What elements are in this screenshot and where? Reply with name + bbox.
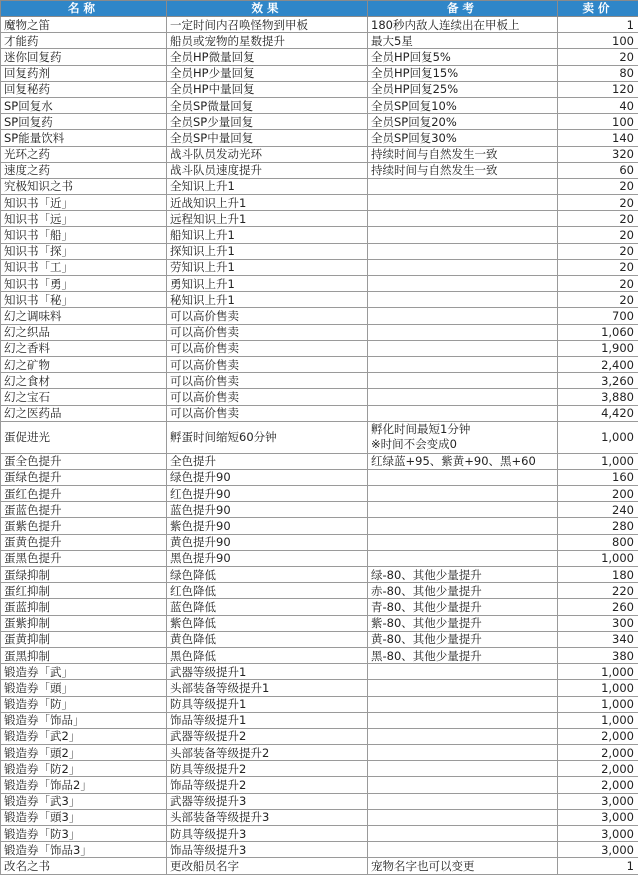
table-row xyxy=(1,712,638,728)
cell-price: 2,000 xyxy=(558,777,638,793)
cell-price: 40 xyxy=(558,97,638,113)
cell-price: 20 xyxy=(558,211,638,227)
cell-name: 知识书「工」 xyxy=(1,259,167,275)
cell-price: 260 xyxy=(558,599,638,615)
cell-effect: 防具等级提升1 xyxy=(167,696,368,712)
cell-note xyxy=(368,308,558,324)
cell-effect: 劳知识上升1 xyxy=(167,259,368,275)
cell-price: 20 xyxy=(558,259,638,275)
cell-name: 速度之药 xyxy=(1,162,167,178)
cell-price: 160 xyxy=(558,469,638,485)
cell-price: 60 xyxy=(558,162,638,178)
cell-effect: 船知识上升1 xyxy=(167,227,368,243)
cell-effect: 紫色提升90 xyxy=(167,518,368,534)
cell-effect: 全员HP中量回复 xyxy=(167,81,368,97)
header-row xyxy=(1,1,638,17)
cell-effect: 孵蛋时间缩短60分钟 xyxy=(167,421,368,453)
cell-price: 2,400 xyxy=(558,356,638,372)
table-row xyxy=(1,130,638,146)
cell-effect: 全员SP微量回复 xyxy=(167,97,368,113)
cell-price: 100 xyxy=(558,33,638,49)
cell-price: 1,000 xyxy=(558,453,638,469)
cell-effect: 全知识上升1 xyxy=(167,178,368,194)
cell-price: 2,000 xyxy=(558,745,638,761)
cell-effect: 头部装备等级提升3 xyxy=(167,809,368,825)
table-row xyxy=(1,728,638,744)
cell-name: 幻之香料 xyxy=(1,340,167,356)
table-row xyxy=(1,421,638,453)
cell-effect: 饰品等级提升1 xyxy=(167,712,368,728)
cell-note: 青-80、其他少量提升 xyxy=(368,599,558,615)
cell-note xyxy=(368,195,558,211)
header-effect: 效果 xyxy=(167,1,368,17)
cell-name: 锻造券「頭」 xyxy=(1,680,167,696)
cell-price: 240 xyxy=(558,502,638,518)
cell-note: 赤-80、其他少量提升 xyxy=(368,583,558,599)
cell-price: 1 xyxy=(558,858,638,874)
cell-effect: 武器等级提升2 xyxy=(167,728,368,744)
cell-price: 380 xyxy=(558,647,638,663)
cell-note xyxy=(368,826,558,842)
table-row xyxy=(1,469,638,485)
cell-price: 100 xyxy=(558,114,638,130)
table-row xyxy=(1,259,638,275)
cell-name: 蛋黑色提升 xyxy=(1,550,167,566)
cell-price: 200 xyxy=(558,486,638,502)
cell-effect: 绿色提升90 xyxy=(167,469,368,485)
cell-price: 1 xyxy=(558,17,638,33)
cell-effect: 远程知识上升1 xyxy=(167,211,368,227)
cell-price: 120 xyxy=(558,81,638,97)
cell-price: 20 xyxy=(558,178,638,194)
cell-note xyxy=(368,243,558,259)
cell-effect: 可以高价售卖 xyxy=(167,340,368,356)
table-row xyxy=(1,17,638,33)
cell-price: 300 xyxy=(558,615,638,631)
header-name: 名称 xyxy=(1,1,167,17)
cell-name: 蛋红色提升 xyxy=(1,486,167,502)
table-row xyxy=(1,227,638,243)
cell-price: 1,000 xyxy=(558,680,638,696)
cell-effect: 绿色降低 xyxy=(167,567,368,583)
cell-note: 全员SP回复10% xyxy=(368,97,558,113)
cell-name: 知识书「近」 xyxy=(1,195,167,211)
cell-effect: 黄色提升90 xyxy=(167,534,368,550)
cell-note xyxy=(368,211,558,227)
cell-name: 锻造券「防」 xyxy=(1,696,167,712)
cell-effect: 可以高价售卖 xyxy=(167,308,368,324)
table-row xyxy=(1,211,638,227)
table-row xyxy=(1,97,638,113)
cell-effect: 红色提升90 xyxy=(167,486,368,502)
cell-name: 锻造券「武3」 xyxy=(1,793,167,809)
cell-note: 持续时间与自然发生一致 xyxy=(368,162,558,178)
table-row xyxy=(1,389,638,405)
cell-price: 340 xyxy=(558,631,638,647)
cell-note xyxy=(368,777,558,793)
cell-price: 3,000 xyxy=(558,793,638,809)
cell-name: 蛋紫色提升 xyxy=(1,518,167,534)
cell-name: 锻造券「饰品3」 xyxy=(1,842,167,858)
cell-note: 180秒内敌人连续出在甲板上 xyxy=(368,17,558,33)
table-row xyxy=(1,405,638,421)
cell-effect: 蓝色降低 xyxy=(167,599,368,615)
table-row xyxy=(1,631,638,647)
table-row xyxy=(1,664,638,680)
cell-price: 1,000 xyxy=(558,421,638,453)
cell-effect: 黑色降低 xyxy=(167,647,368,663)
cell-price: 1,900 xyxy=(558,340,638,356)
cell-note: 黄-80、其他少量提升 xyxy=(368,631,558,647)
cell-effect: 全员HP微量回复 xyxy=(167,49,368,65)
cell-note: 红绿蓝+95、紫黄+90、黑+60 xyxy=(368,453,558,469)
cell-note xyxy=(368,664,558,680)
cell-name: 幻之宝石 xyxy=(1,389,167,405)
cell-price: 4,420 xyxy=(558,405,638,421)
cell-name: 蛋黄色提升 xyxy=(1,534,167,550)
cell-price: 3,000 xyxy=(558,809,638,825)
cell-note xyxy=(368,712,558,728)
table-row xyxy=(1,842,638,858)
cell-effect: 探知识上升1 xyxy=(167,243,368,259)
cell-effect: 近战知识上升1 xyxy=(167,195,368,211)
table-row xyxy=(1,162,638,178)
cell-note: 持续时间与自然发生一致 xyxy=(368,146,558,162)
cell-name: 蛋黑抑制 xyxy=(1,647,167,663)
cell-effect: 可以高价售卖 xyxy=(167,373,368,389)
cell-effect: 船员或宠物的星数提升 xyxy=(167,33,368,49)
cell-note xyxy=(368,518,558,534)
cell-price: 1,000 xyxy=(558,696,638,712)
cell-name: 锻造券「武2」 xyxy=(1,728,167,744)
table-row xyxy=(1,81,638,97)
cell-effect: 可以高价售卖 xyxy=(167,405,368,421)
cell-price: 20 xyxy=(558,243,638,259)
cell-name: 幻之调味料 xyxy=(1,308,167,324)
cell-effect: 可以高价售卖 xyxy=(167,356,368,372)
cell-name: 幻之医药品 xyxy=(1,405,167,421)
cell-name: 知识书「远」 xyxy=(1,211,167,227)
table-row xyxy=(1,809,638,825)
cell-note xyxy=(368,745,558,761)
cell-note xyxy=(368,389,558,405)
cell-name: 锻造券「武」 xyxy=(1,664,167,680)
cell-price: 700 xyxy=(558,308,638,324)
cell-effect: 全员SP少量回复 xyxy=(167,114,368,130)
cell-note xyxy=(368,534,558,550)
cell-note xyxy=(368,680,558,696)
cell-note xyxy=(368,356,558,372)
cell-effect: 头部装备等级提升1 xyxy=(167,680,368,696)
cell-name: 蛋黄抑制 xyxy=(1,631,167,647)
cell-note xyxy=(368,469,558,485)
cell-effect: 战斗队员发动光环 xyxy=(167,146,368,162)
header-price: 卖价 xyxy=(558,1,638,17)
cell-note xyxy=(368,373,558,389)
cell-effect: 全员SP中量回复 xyxy=(167,130,368,146)
cell-price: 3,880 xyxy=(558,389,638,405)
table-row xyxy=(1,276,638,292)
cell-price: 320 xyxy=(558,146,638,162)
cell-name: 锻造券「防2」 xyxy=(1,761,167,777)
cell-name: 幻之织品 xyxy=(1,324,167,340)
cell-note: 绿-80、其他少量提升 xyxy=(368,567,558,583)
table-row xyxy=(1,114,638,130)
cell-effect: 武器等级提升1 xyxy=(167,664,368,680)
cell-note xyxy=(368,276,558,292)
cell-effect: 紫色降低 xyxy=(167,615,368,631)
cell-effect: 头部装备等级提升2 xyxy=(167,745,368,761)
cell-name: 知识书「勇」 xyxy=(1,276,167,292)
cell-effect: 防具等级提升3 xyxy=(167,826,368,842)
table-row xyxy=(1,453,638,469)
table-body xyxy=(1,17,638,875)
cell-effect: 武器等级提升3 xyxy=(167,793,368,809)
table-row xyxy=(1,486,638,502)
cell-name: 改名之书 xyxy=(1,858,167,874)
cell-name: 幻之食材 xyxy=(1,373,167,389)
table-row xyxy=(1,146,638,162)
cell-note xyxy=(368,486,558,502)
cell-name: 究极知识之书 xyxy=(1,178,167,194)
cell-note xyxy=(368,728,558,744)
cell-effect: 可以高价售卖 xyxy=(167,324,368,340)
cell-effect: 一定时间内召唤怪物到甲板 xyxy=(167,17,368,33)
cell-name: 光环之药 xyxy=(1,146,167,162)
table-row xyxy=(1,373,638,389)
cell-price: 20 xyxy=(558,227,638,243)
cell-note xyxy=(368,809,558,825)
cell-name: 锻造券「頭2」 xyxy=(1,745,167,761)
cell-name: 回复药剂 xyxy=(1,65,167,81)
table-row xyxy=(1,65,638,81)
cell-note xyxy=(368,405,558,421)
cell-effect: 战斗队员速度提升 xyxy=(167,162,368,178)
cell-price: 3,260 xyxy=(558,373,638,389)
cell-price: 2,000 xyxy=(558,728,638,744)
cell-name: 迷你回复药 xyxy=(1,49,167,65)
table-row xyxy=(1,356,638,372)
cell-price: 1,060 xyxy=(558,324,638,340)
cell-price: 220 xyxy=(558,583,638,599)
cell-price: 2,000 xyxy=(558,761,638,777)
cell-name: 蛋红抑制 xyxy=(1,583,167,599)
cell-name: 蛋紫抑制 xyxy=(1,615,167,631)
cell-price: 80 xyxy=(558,65,638,81)
table-row xyxy=(1,550,638,566)
cell-name: 蛋绿色提升 xyxy=(1,469,167,485)
cell-name: 锻造券「饰品」 xyxy=(1,712,167,728)
cell-effect: 黄色降低 xyxy=(167,631,368,647)
cell-name: 才能药 xyxy=(1,33,167,49)
cell-note xyxy=(368,292,558,308)
table-row xyxy=(1,858,638,874)
cell-effect: 勇知识上升1 xyxy=(167,276,368,292)
table-row xyxy=(1,534,638,550)
cell-note: 全员SP回复20% xyxy=(368,114,558,130)
table-row xyxy=(1,567,638,583)
table-row xyxy=(1,647,638,663)
cell-name: 知识书「船」 xyxy=(1,227,167,243)
cell-note: 宠物名字也可以变更 xyxy=(368,858,558,874)
cell-effect: 更改船员名字 xyxy=(167,858,368,874)
cell-price: 20 xyxy=(558,292,638,308)
cell-note: 全员SP回复30% xyxy=(368,130,558,146)
cell-note: 全员HP回复25% xyxy=(368,81,558,97)
cell-name: SP回复水 xyxy=(1,97,167,113)
cell-name: 锻造券「饰品2」 xyxy=(1,777,167,793)
table-row xyxy=(1,340,638,356)
cell-price: 280 xyxy=(558,518,638,534)
cell-price: 800 xyxy=(558,534,638,550)
table-row xyxy=(1,761,638,777)
table-row xyxy=(1,308,638,324)
cell-effect: 可以高价售卖 xyxy=(167,389,368,405)
cell-note xyxy=(368,761,558,777)
cell-name: 幻之矿物 xyxy=(1,356,167,372)
table-row xyxy=(1,793,638,809)
cell-price: 1,000 xyxy=(558,664,638,680)
cell-name: 蛋促进光 xyxy=(1,421,167,453)
cell-name: 蛋蓝抑制 xyxy=(1,599,167,615)
table-row xyxy=(1,696,638,712)
cell-price: 140 xyxy=(558,130,638,146)
cell-note: 黑-80、其他少量提升 xyxy=(368,647,558,663)
cell-effect: 防具等级提升2 xyxy=(167,761,368,777)
cell-price: 20 xyxy=(558,195,638,211)
table-row xyxy=(1,518,638,534)
cell-effect: 黑色提升90 xyxy=(167,550,368,566)
cell-note xyxy=(368,324,558,340)
cell-note xyxy=(368,793,558,809)
cell-effect: 饰品等级提升3 xyxy=(167,842,368,858)
table-row xyxy=(1,583,638,599)
cell-note: 最大5星 xyxy=(368,33,558,49)
cell-price: 3,000 xyxy=(558,842,638,858)
table-row xyxy=(1,599,638,615)
table-row xyxy=(1,324,638,340)
cell-effect: 全色提升 xyxy=(167,453,368,469)
cell-name: SP回复药 xyxy=(1,114,167,130)
cell-name: 锻造券「防3」 xyxy=(1,826,167,842)
cell-note xyxy=(368,696,558,712)
table-row xyxy=(1,826,638,842)
cell-note xyxy=(368,340,558,356)
table-row xyxy=(1,195,638,211)
cell-price: 1,000 xyxy=(558,712,638,728)
cell-price: 3,000 xyxy=(558,826,638,842)
table-row xyxy=(1,615,638,631)
table-row xyxy=(1,745,638,761)
header-note: 备考 xyxy=(368,1,558,17)
cell-name: 蛋绿抑制 xyxy=(1,567,167,583)
cell-effect: 饰品等级提升2 xyxy=(167,777,368,793)
cell-note xyxy=(368,502,558,518)
cell-effect: 蓝色提升90 xyxy=(167,502,368,518)
cell-effect: 红色降低 xyxy=(167,583,368,599)
cell-note: 紫-80、其他少量提升 xyxy=(368,615,558,631)
cell-note xyxy=(368,259,558,275)
cell-note xyxy=(368,550,558,566)
cell-name: SP能量饮料 xyxy=(1,130,167,146)
cell-name: 锻造券「頭3」 xyxy=(1,809,167,825)
cell-effect: 秘知识上升1 xyxy=(167,292,368,308)
note-line: ※时间不会变成0 xyxy=(371,437,554,452)
cell-name: 蛋蓝色提升 xyxy=(1,502,167,518)
cell-note: 全员HP回复15% xyxy=(368,65,558,81)
cell-note: 全员HP回复5% xyxy=(368,49,558,65)
table-row xyxy=(1,502,638,518)
cell-price: 20 xyxy=(558,49,638,65)
table-row xyxy=(1,292,638,308)
cell-note xyxy=(368,421,558,453)
cell-note xyxy=(368,227,558,243)
cell-price: 1,000 xyxy=(558,550,638,566)
cell-effect: 全员HP少量回复 xyxy=(167,65,368,81)
note-line: 孵化时间最短1分钟 xyxy=(371,422,554,437)
cell-price: 20 xyxy=(558,276,638,292)
cell-name: 知识书「秘」 xyxy=(1,292,167,308)
cell-name: 知识书「探」 xyxy=(1,243,167,259)
cell-name: 魔物之笛 xyxy=(1,17,167,33)
cell-price: 180 xyxy=(558,567,638,583)
table-row xyxy=(1,680,638,696)
cell-name: 回复秘药 xyxy=(1,81,167,97)
cell-note xyxy=(368,842,558,858)
table-row xyxy=(1,243,638,259)
table-row xyxy=(1,33,638,49)
cell-note xyxy=(368,178,558,194)
table-row xyxy=(1,777,638,793)
table-row xyxy=(1,49,638,65)
cell-name: 蛋全色提升 xyxy=(1,453,167,469)
table-row xyxy=(1,178,638,194)
